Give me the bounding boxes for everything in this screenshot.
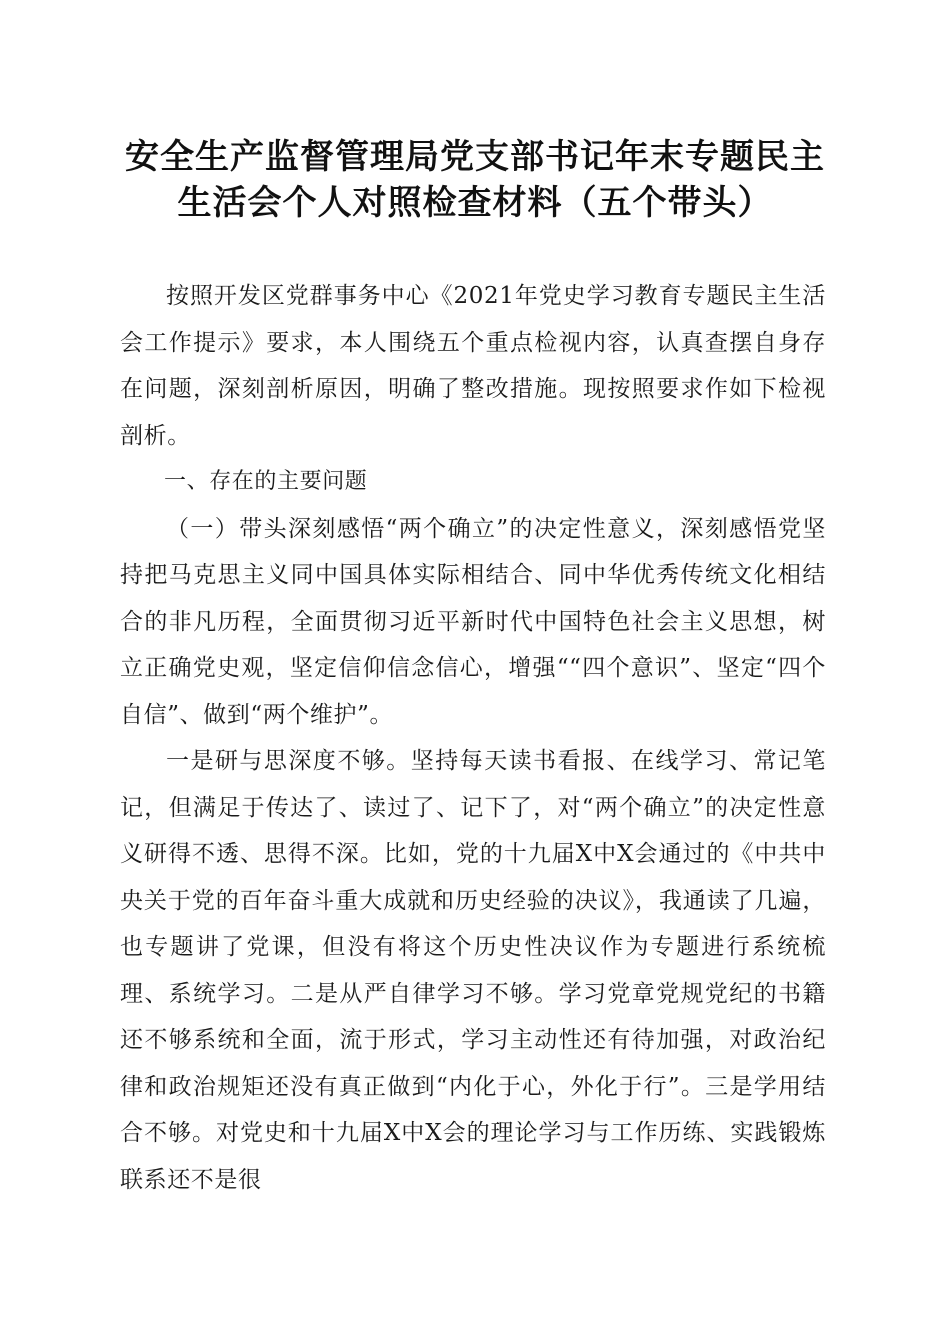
subsection-paragraph: （一）带头深刻感悟“两个确立”的决定性意义，深刻感悟党坚持把马克思主义同中国具体实际相结合、同中华优秀传统文化相结合的非凡历程，全面贯彻习近平新时代中国特色社会主义思想，树立正确党史观，坚定信仰信念信心，增强““四个意识”、坚定“四个自信”、做到“两个维护”。 (120, 515, 826, 728)
document-title (100, 134, 850, 226)
intro-paragraph: 按照开发区党群事务中心《2021年党史学习教育专题民主生活会工作提示》要求，本人围绕五个重点检视内容，认真查摆自身存在问题，深刻剖析原因，明确了整改措施。现按照要求作如下检视剖析。 (120, 283, 826, 449)
title-line-1: 安全生产监督管理局党支部书记年末专题民主 (125, 137, 825, 177)
body-paragraph: 一是研与思深度不够。坚持每天读书看报、在线学习、常记笔记，但满足于传达了、读过了、记下了，对“两个确立”的决定性意义研得不透、思得不深。比如，党的十九届X中X会通过的《中共中央关于党的百年奋斗重大成就和历史经验的决议》，我通读了几遍，也专题讲了党课，但没有将这个历史性决议作为专题进行系统梳理、系统学习。二是从严自律学习不够。学习党章党规党纪的书籍还不够系统和全面，流于形式，学习主动性还有待加强，对政治纪律和政治规矩还没有真正做到“内化于心，外化于行”。三是学用结合不够。对党史和十九届X中X会的理论学习与工作历练、实践锻炼联系还不是很 (120, 748, 826, 1193)
title-line-2: 生活会个人对照检查材料（五个带头） (177, 183, 773, 223)
document-body (120, 273, 826, 1203)
section-heading: 一、存在的主要问题 (164, 469, 368, 494)
